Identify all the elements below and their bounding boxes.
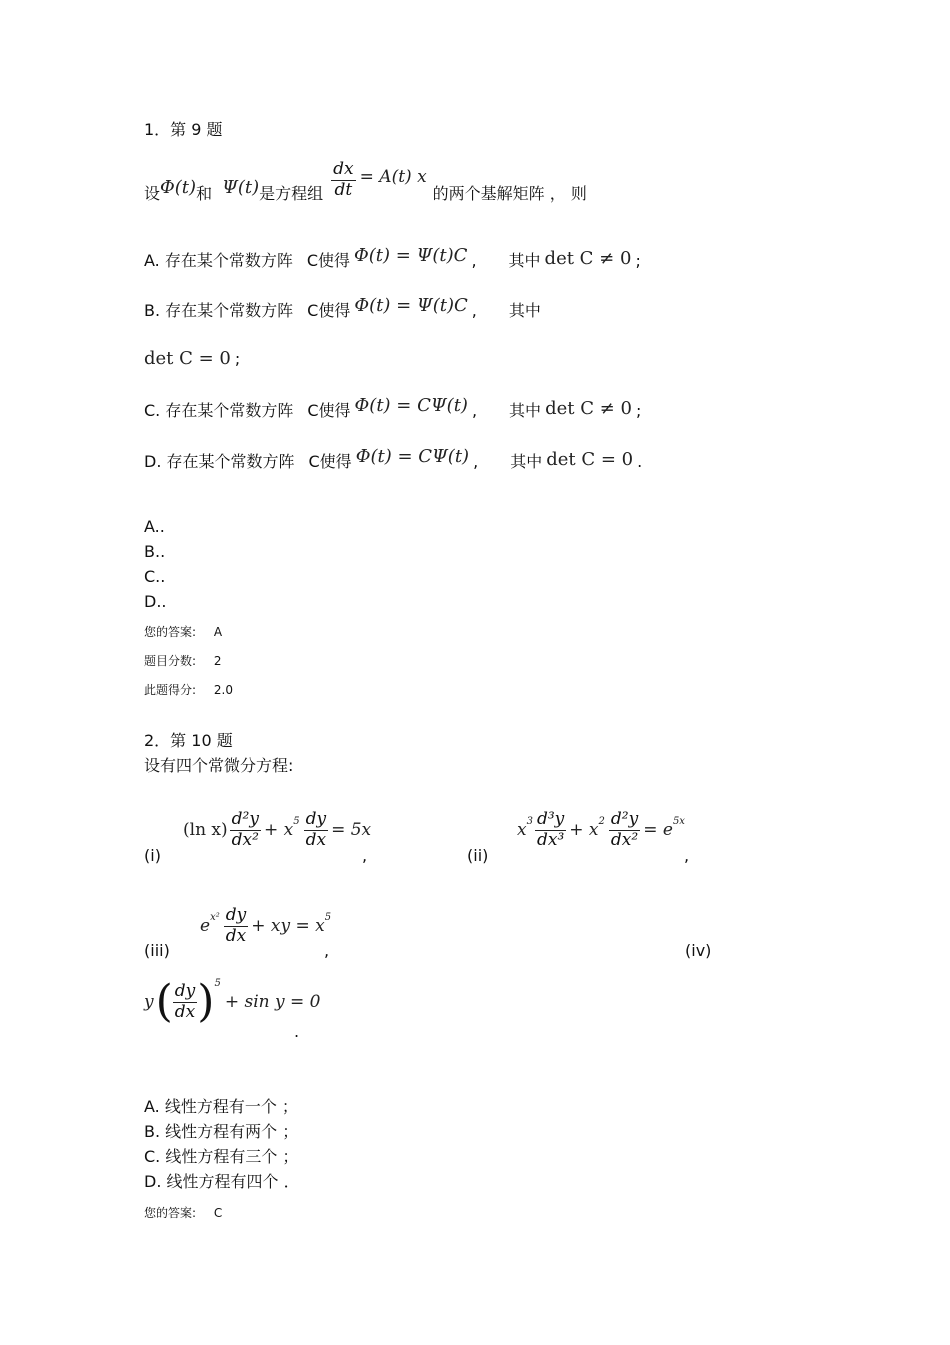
option-equation: Φ(t) = Ψ(t)C [354,245,468,266]
q2-choice-b[interactable]: B. 线性方程有两个 ； [144,1122,299,1141]
option-use: 使得 [318,251,351,270]
q2-answer-row [144,1207,222,1219]
eq1-frac1 [230,810,261,850]
got-value: 2.0 [213,683,233,697]
frac-den: dx [225,925,247,946]
q2-eq1 [183,810,371,850]
frac-den: dx³ [536,829,565,850]
option-end: ; [635,401,642,420]
eq1-plus: + x [263,819,294,840]
eq2-plus: + x [569,819,599,840]
option-use: 使得 [318,401,351,420]
q1-frac-num: dx [333,158,354,179]
option-comma: , [473,452,479,471]
q1-stem-mid: 是方程组 [259,184,324,203]
option-c: C [308,452,320,471]
option-det: det C ≠ 0 [544,248,632,269]
q2-eq3-comma: , [324,941,330,960]
option-label: C. 存在某个常数方阵 [144,401,294,420]
option-use: 使得 [319,452,352,471]
q2-choice-a[interactable]: A. 线性方程有一个 ； [144,1097,298,1116]
option-label: B. 存在某个常数方阵 [144,301,294,320]
eq1-exp: 5 [293,816,300,828]
q1-option-b-det [144,350,240,368]
q2-eq1-comma: , [362,846,368,865]
q1-choice-a[interactable]: A.. [144,517,165,536]
option-c: C [307,401,319,420]
eq2-rhs-exp: 5x [672,816,685,828]
q1-frac-den: dt [334,179,353,200]
answer-label: 您的答案: [144,625,197,639]
q1-answer-row [144,626,222,638]
answer-value: A [213,625,223,639]
q1-stem-post: 的两个基解矩阵 ， 则 [432,184,587,203]
q1-option-a [144,245,641,270]
option-qizhong: 其中 [510,452,543,471]
q1-score-row [144,655,222,667]
q1-option-b [144,295,541,320]
frac-den: dx² [231,829,259,850]
frac-num: d²y [610,809,639,829]
q2-eq3 [200,906,331,946]
q1-choice-c[interactable]: C.. [144,567,166,586]
score-label: 题目分数: [144,654,197,668]
option-comma: , [471,301,477,320]
option-comma: , [471,401,478,420]
frac-num: dy [225,905,247,925]
eq4-frac [173,982,198,1022]
option-equation: Φ(t) = CΨ(t) [355,446,470,467]
option-equation: Φ(t) = CΨ(t) [354,395,468,416]
answer-label: 您的答案: [144,1206,197,1220]
eq3-frac [224,906,249,946]
eq2-frac1 [535,810,566,850]
eq4-y: y [144,991,154,1012]
q2-heading: 2．第 10 题 [144,731,233,750]
frac-num: d²y [231,809,259,829]
eq3-rhs: + xy = x [251,915,325,936]
q1-heading: 1．第 9 题 [144,120,223,139]
option-c: C [307,301,319,320]
left-paren-icon: ( [155,976,173,1027]
option-equation: Φ(t) = Ψ(t)C [354,295,468,316]
option-qizhong: 其中 [509,401,542,420]
frac-num: dy [174,980,196,1001]
frac-den: dx [174,1001,196,1022]
q2-eq-label-i: (i) [144,846,161,865]
q2-eq-label-iv: (iv) [685,941,712,960]
q1-psi: Ψ(t) [222,177,260,198]
eq3-eexp: x² [210,912,220,924]
option-label: D. 存在某个常数方阵 [144,452,295,471]
q1-system-rhs: = A(t) x [359,166,427,187]
score-value: 2 [213,654,222,668]
option-end: ; [635,251,641,270]
q2-eq-label-iii: (iii) [144,941,170,960]
q2-eq4-period: . [294,1022,300,1041]
option-label: A. 存在某个常数方阵 [144,251,293,270]
eq1-frac2 [304,810,329,850]
right-paren-icon: ) [197,976,215,1027]
option-comma: , [471,251,477,270]
eq3-e: e [200,915,211,936]
option-qizhong: 其中 [508,251,541,270]
eq2-frac2 [609,810,640,850]
frac-den: dx [305,829,327,850]
eq3-rhs-exp: 5 [324,912,332,924]
option-end: ; [234,349,241,368]
q1-phi: Φ(t) [160,177,197,198]
eq2-exp3: 3 [526,816,533,828]
q1-stem-and: 和 [196,184,213,203]
eq1-rhs: = 5x [331,819,372,840]
option-use: 使得 [318,301,351,320]
q1-choice-d[interactable]: D.. [144,592,167,611]
option-end: . [637,452,643,471]
q1-system-fraction [331,160,355,200]
q1-stem [144,150,587,210]
option-det: det C = 0 [144,348,231,369]
eq2-rhs: = e [643,819,673,840]
frac-num: d³y [536,809,565,829]
q2-eq2-comma: , [684,846,690,865]
q1-stem-pre: 设 [144,184,161,203]
option-det: det C ≠ 0 [545,398,632,419]
q1-option-d [144,446,643,471]
q2-choice-c[interactable]: C. 线性方程有三个 ； [144,1147,299,1166]
q2-stem: 设有四个常微分方程: [144,756,294,775]
q1-got-row [144,684,233,696]
option-c: C [306,251,319,270]
eq1-lnx: (ln x) [183,819,228,840]
eq4-rhs: + sin y = 0 [224,991,321,1012]
eq4-exp: 5 [214,978,221,989]
q1-option-c [144,395,642,420]
q2-choice-d[interactable]: D. 线性方程有四个 ． [144,1172,300,1191]
q2-eq2 [517,810,685,850]
q2-eq-label-ii: (ii) [467,846,489,865]
frac-den: dx² [610,829,639,850]
got-label: 此题得分: [144,683,197,697]
option-qizhong: 其中 [508,301,541,320]
option-det: det C = 0 [546,449,634,470]
eq2-x: x [517,819,527,840]
q1-choice-b[interactable]: B.. [144,542,166,561]
eq2-exp2: 2 [598,816,605,828]
q2-eq4 [144,976,321,1027]
frac-num: dy [305,809,327,829]
answer-value: C [213,1206,223,1220]
